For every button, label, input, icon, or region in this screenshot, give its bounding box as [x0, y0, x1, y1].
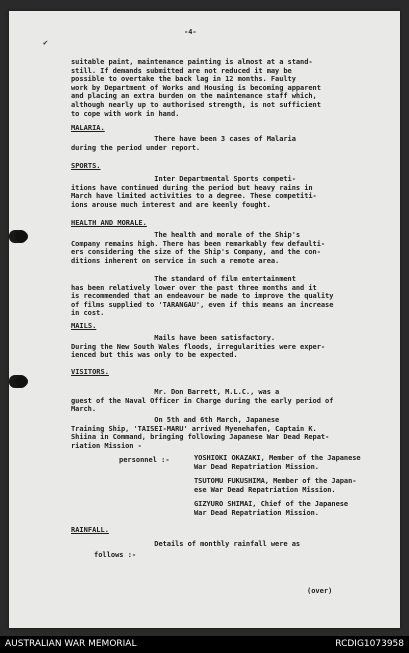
text-line: March. [71, 405, 96, 414]
intro-paragraph [71, 58, 381, 118]
text-line: work by Department of Works and Housing is becoming apparent [71, 83, 321, 92]
text-line: GIZYURO SHIMAI, Chief of the Japanese [194, 500, 349, 508]
text-line: guest of the Naval Officer in Charge during the early period of [71, 396, 334, 405]
text-line: during the period under report. [71, 143, 201, 152]
punch-hole [9, 230, 27, 243]
heading-health-and-morale: HEALTH AND MORALE. [71, 219, 147, 227]
text-line: riation Mission - [71, 441, 142, 450]
personnel-label: personnel :- [119, 456, 170, 464]
archive-name: AUSTRALIAN WAR MEMORIAL [5, 639, 137, 649]
text-line: Shiina in Command, bringing following Japanese War Dead Repat- [71, 433, 330, 442]
film-paragraph [71, 275, 381, 318]
text-line: although nearly up to authorised strength, is not sufficient [71, 100, 321, 109]
text-line: The standard of film entertainment [71, 275, 296, 283]
personnel-entry [194, 454, 384, 471]
heading-rainfall: RAINFALL. [71, 526, 109, 534]
text-line: in cost. [71, 309, 105, 318]
text-line: War Dead Repatriation Mission. [194, 508, 319, 517]
text-line: and placing an extra burden on the maintenance staff which, [71, 92, 317, 101]
text-line: ions arouse much interest and are keenly fought. [71, 200, 271, 209]
archive-footer-bar [0, 636, 409, 653]
text-line: still. If demands submitted are not reduced it may be [71, 66, 292, 75]
text-line: suitable paint, maintenance painting is almost at a stand- [71, 58, 313, 66]
text-line: itions have continued during the period but heavy rains in [71, 183, 313, 192]
page-number: -4- [184, 28, 197, 36]
text-line: ditions inherent on service in such a remote area. [71, 256, 280, 265]
heading-mails: MAILS. [71, 322, 97, 330]
text-line: Company remains high. There has been remarkably few defaulti- [71, 239, 326, 248]
over-marker: (over) [307, 587, 333, 595]
mails-paragraph [71, 334, 381, 360]
personnel-entry [194, 500, 384, 517]
text-line: There have been 3 cases of Malaria [71, 135, 296, 143]
text-line: to cope with work in hand. [71, 109, 180, 118]
text-line: Mr. Don Barrett, M.L.C., was a [71, 388, 280, 396]
text-line: YOSHIOKI OKAZAKI, Member of the Japanese [194, 454, 361, 462]
punch-hole [9, 375, 27, 388]
record-id: RCDIG1073958 [335, 639, 404, 649]
text-line: War Dead Repatriation Mission. [194, 462, 319, 471]
text-line: The health and morale of the Ship's [71, 231, 301, 239]
text-line: has been relatively lower over the past three months and it [71, 283, 317, 292]
text-line: possible to overtake the back lag in 12 months. Faulty [71, 75, 296, 84]
visitors-mission-paragraph [71, 416, 381, 450]
text-line: On 5th and 6th March, Japanese [71, 416, 280, 424]
heading-sports: SPORTS. [71, 162, 101, 170]
text-line: ienced but this was only to be expected. [71, 351, 238, 360]
text-line: is recommended that an endeavour be made to improve the quality [71, 292, 334, 301]
text-line: Mails have been satisfactory. [71, 334, 276, 342]
text-line: ers considering the size of the Ship's Company, and the con- [71, 248, 321, 257]
text-line: Training Ship, 'TAISEI-MARU' arrived Myenehafen, Captain K. [71, 424, 317, 433]
document-page [9, 11, 400, 628]
heading-visitors: VISITORS. [71, 368, 109, 376]
visitors-paragraph [71, 388, 381, 414]
sports-paragraph [71, 175, 381, 209]
follows-label: follows :- [94, 551, 137, 559]
text-line: During the New South Wales floods, irregularities were exper- [71, 342, 326, 351]
heading-malaria: MALARIA. [71, 124, 105, 132]
text-line: of films supplied to 'TARANGAU', even if this means an increase [71, 300, 334, 309]
malaria-paragraph [71, 135, 381, 152]
text-line: ese War Dead Repatriation Mission. [194, 485, 336, 494]
text-line: TSUTOMU FUKUSHIMA, Member of the Japan- [194, 477, 357, 485]
text-line: March have limited activities to a degree. These competiti- [71, 192, 317, 201]
text-line: Inter Departmental Sports competi- [71, 175, 296, 183]
personnel-entry [194, 477, 384, 494]
text-line: Details of monthly rainfall were as [71, 540, 301, 548]
health-paragraph [71, 231, 381, 265]
rainfall-paragraph [71, 540, 381, 549]
margin-tick-mark: ✔ [43, 38, 48, 47]
